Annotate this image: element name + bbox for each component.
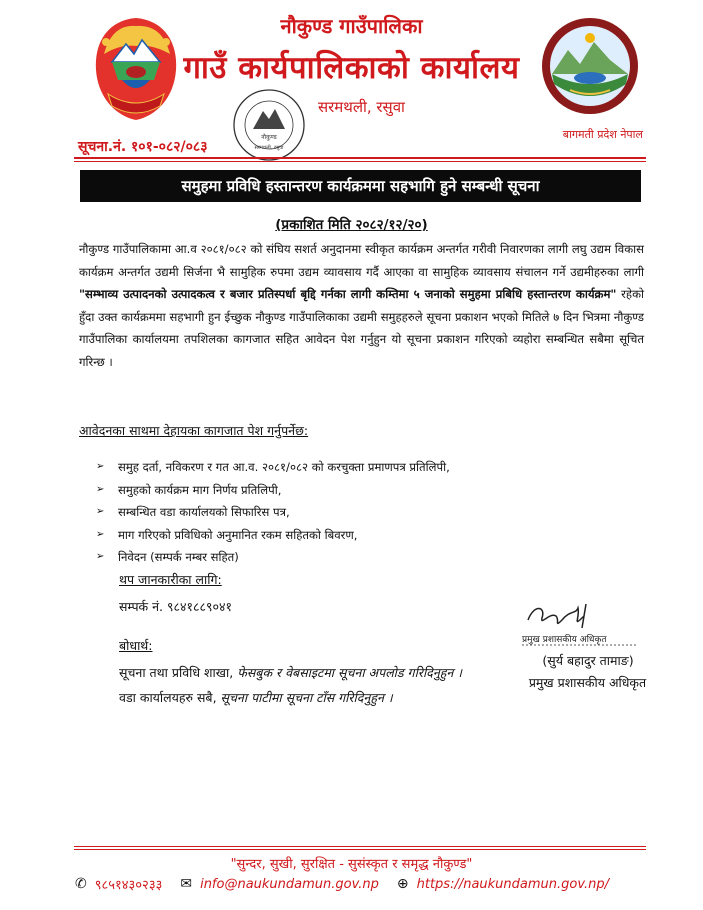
published-date: (प्रकाशित मिति २०८२/१२/२०) [275, 217, 428, 233]
header-divider [74, 157, 646, 159]
more-info-label: थप जानकारीका लागि: [119, 572, 222, 587]
arrow-bullet-icon: ➢ [96, 461, 105, 472]
notice-body [79, 238, 644, 373]
notice-title: समुहमा प्रविधि हस्तान्तरण कार्यक्रममा सहभागि हुने सम्बन्धी सूचना [80, 170, 641, 202]
footer-email[interactable]: info@naukundamun.gov.np [200, 876, 379, 892]
copy-to-line: सूचना तथा प्रविधि शाखा, फेसबुक र वेबसाइटमा सूचना अपलोड गरिदिनुहुन । [119, 665, 463, 680]
signature [520, 598, 640, 648]
list-item: ➢ सम्बन्धित वडा कार्यालयको सिफारिस पत्र, [96, 501, 616, 524]
body-text-part2: रहेको हुँदा उक्त कार्यक्रममा सहभागी हुन ईच्छुक नौकुण्ड गाउँपालिकाका उद्यमी समुहहरुले सूचना प्रकाशन भएको मितिले ७ दिन भित्रमा नौकुण्ड गाउँपालिका कार्यालयमा तपशिलका कागजात सहित आवेदन पेश गर्नुहुन यो सूचना प्रकाशन गरिएको व्यहोरा सम्बन्धित सबैमा सूचित गरिन्छ । [79, 287, 644, 369]
footer-phone[interactable]: ९८५१४३०२३३ [94, 878, 163, 893]
footer-contact [75, 875, 655, 893]
arrow-bullet-icon: ➢ [96, 528, 105, 540]
copy-to-label: बोधार्थ: [119, 638, 153, 653]
program-name: "सम्भाव्य उत्पादनको उत्पादकत्व र बजार प्रतिस्पर्धा बृद्दि गर्नका लागी कम्तिमा ५ जनाको समुहमा प्रबिधि हस्तान्तरण कार्यक्रम" [79, 287, 617, 301]
office-title: गाउँ कार्यपालिकाको कार्यालय [183, 50, 520, 86]
body-text-part1: नौकुण्ड गाउँपालिकामा आ.व २०८१/०८२ को संघिय सशर्त अनुदानमा स्वीकृत कार्यक्रम अन्तर्गत गरीवी निवारणका लागी लघु उद्यम विकास कार्यक्रम अन्तर्गत उद्यमी सिर्जना भै सामुहिक रुपमा उद्यम व्यावसाय गर्दै आएका वा सामुहिक व्यावसाय संचालन गर्ने उद्यमीहरुका लागी [79, 242, 644, 279]
list-item: ➢ समुहको कार्यक्रम माग निर्णय प्रतिलिपी, [96, 479, 616, 502]
phone-icon: ✆ [75, 876, 87, 892]
svg-text:नौकुण्ड: नौकुण्ड [261, 134, 277, 141]
contact-number: सम्पर्क नं. ९८४१८८९०४१ [119, 599, 232, 614]
stamp-text: प्रमुख प्रशासकीय अधिकृत [522, 635, 607, 645]
footer-website[interactable]: https://naukundamun.gov.np/ [416, 876, 609, 892]
header-divider-thin [74, 161, 646, 162]
documents-list [96, 456, 616, 569]
footer-slogan: "सुन्दर, सुखी, सुरक्षित - सुसंस्कृत र समृद्ध नौकुण्ड" [230, 857, 473, 872]
mail-icon: ✉ [180, 876, 193, 892]
list-item: ➢ समुह दर्ता, नविकरण र गत आ.व. २०८१/०८२ को करचुक्ता प्रमाणपत्र प्रतिलिपी, [96, 456, 616, 479]
arrow-bullet-icon: ➢ [96, 483, 105, 495]
list-item: ➢ निवेदन (सम्पर्क नम्बर सहित) [96, 546, 616, 569]
footer-divider-thin [74, 849, 646, 850]
documents-heading: आवेदनका साथमा देहायका कागजात पेश गर्नुपर्नेछ: [79, 423, 309, 438]
office-seal-icon [229, 87, 309, 163]
svg-text:सरमथली, रसुवा: सरमथली, रसुवा [254, 145, 284, 151]
office-address: सरमथली, रसुवा [318, 98, 405, 116]
province-label: बागमती प्रदेश नेपाल [562, 128, 643, 141]
signer-title: प्रमुख प्रशासकीय अधिकृत [528, 675, 647, 690]
list-item: ➢ माग गरिएको प्रविधिको अनुमानित रकम सहितको बिवरण, [96, 524, 616, 547]
arrow-bullet-icon: ➢ [96, 506, 105, 517]
signer-name: (सुर्य बहादुर तामाङ) [542, 653, 634, 668]
municipality-name: नौकुण्ड गाउँपालिका [280, 14, 423, 38]
arrow-bullet-icon: ➢ [96, 551, 105, 562]
footer-divider [74, 846, 646, 847]
copy-to-line: वडा कार्यालयहरु सबै, सूचना पाटीमा सूचना टाँस गरिदिनुहुन । [119, 690, 393, 705]
notice-number: सूचना.नं. १०१-०८२/०८३ [78, 139, 208, 155]
globe-icon: ⊕ [396, 876, 409, 892]
